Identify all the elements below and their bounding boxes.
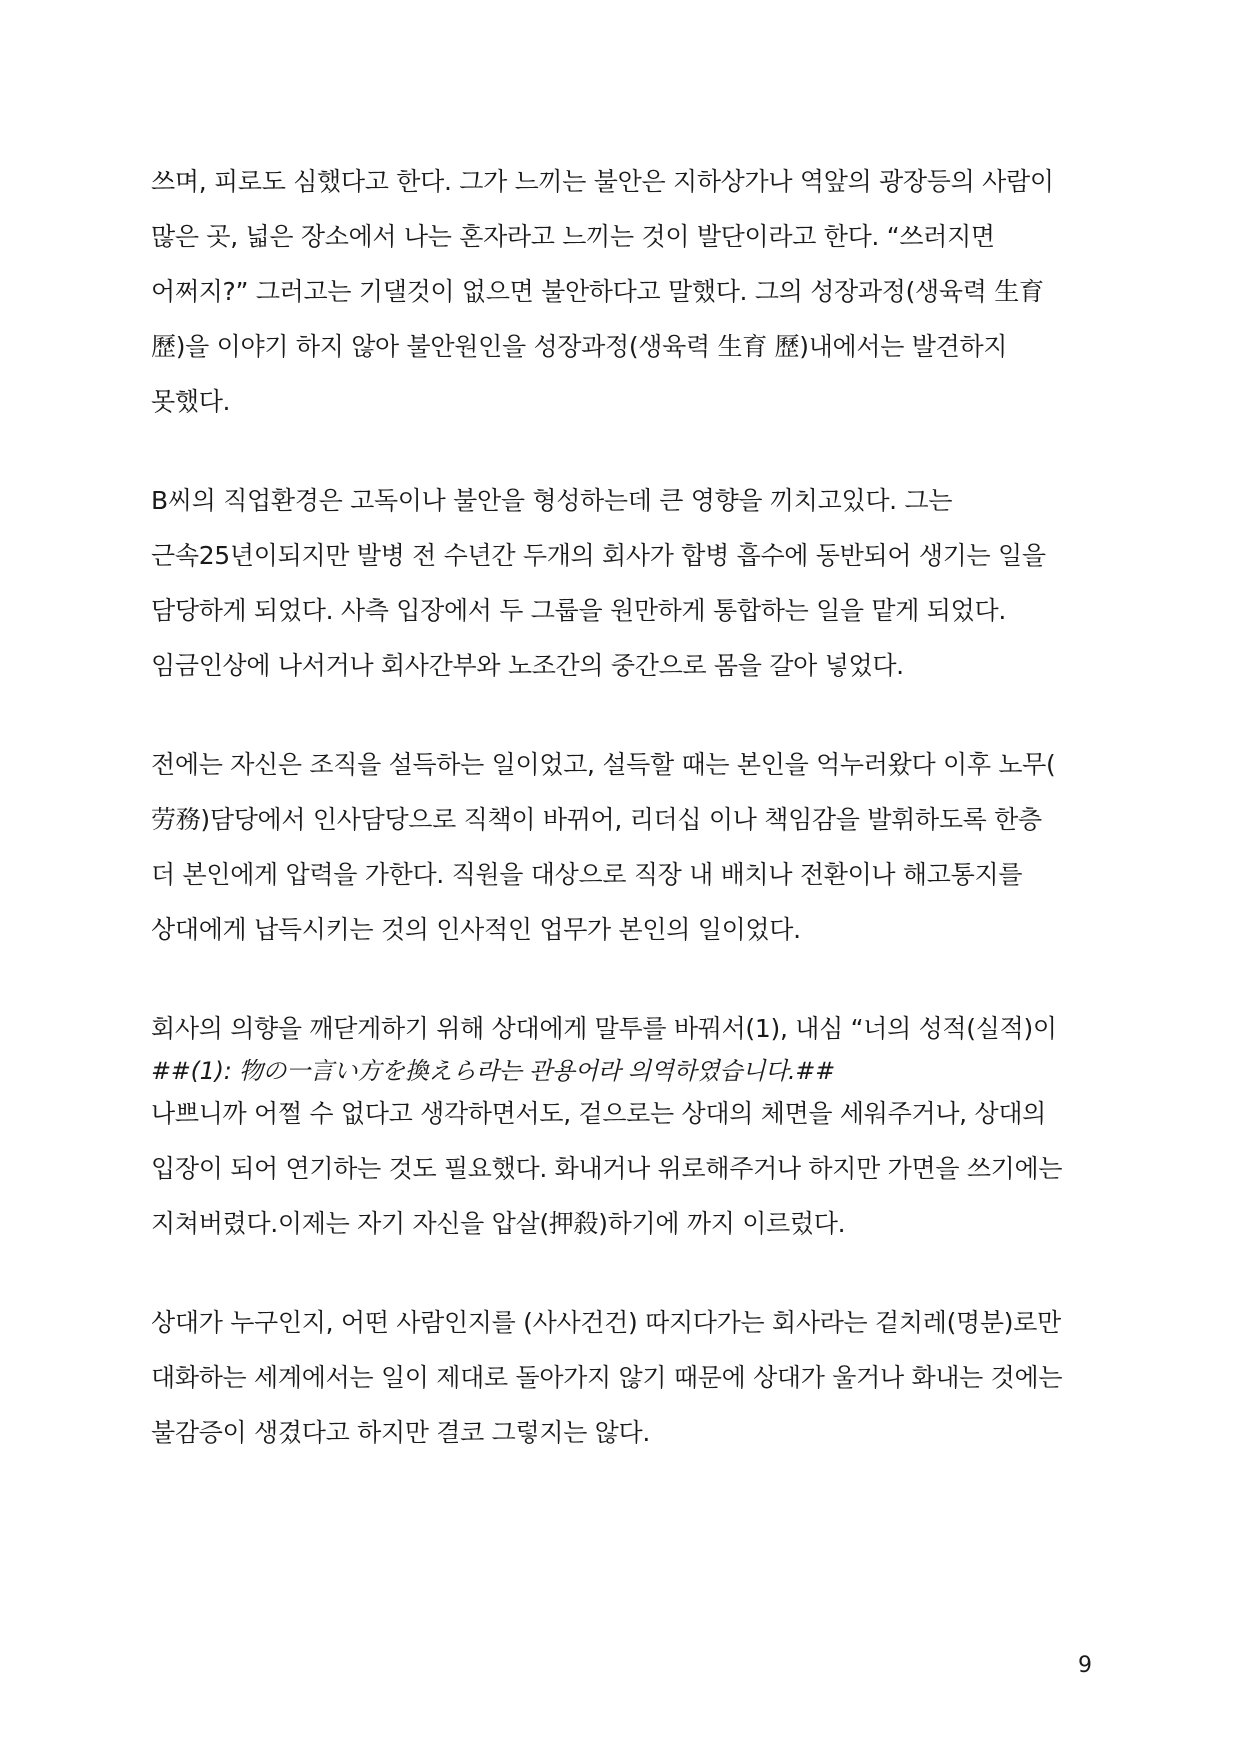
text-line: 많은 곳, 넓은 장소에서 나는 혼자라고 느끼는 것이 발단이라고 한다. “쓰러지면 — [151, 222, 995, 251]
text-line: 더 본인에게 압력을 가한다. 직원을 대상으로 직장 내 배치나 전환이나 해고통지를 — [151, 860, 1023, 889]
text-line: 못했다. — [151, 387, 231, 416]
text-line: 불감증이 생겼다고 하지만 결코 그렇지는 않다. — [151, 1418, 651, 1447]
text-line: 전에는 자신은 조직을 설득하는 일이었고, 설득할 때는 본인을 억누러왔다 이후 노무( — [151, 750, 1056, 779]
paragraph-2 — [151, 473, 1111, 693]
paragraph-1 — [151, 154, 1111, 429]
paragraph-3 — [151, 737, 1111, 957]
text-line: 歷)을 이야기 하지 않아 불안원인을 성장과정(생육력 生育 歷)내에서는 발견하지 — [151, 332, 1008, 361]
text-line: 상대에게 납득시키는 것의 인사적인 업무가 본인의 일이었다. — [151, 915, 801, 944]
text-line: 상대가 누구인지, 어떤 사람인지를 (사사건건) 따지다가는 회사라는 겉치레(명분)로만 — [151, 1308, 1061, 1337]
text-line: 회사의 의향을 깨닫게하기 위해 상대에게 말투를 바꿔서(1), 내심 “너의 성적(실적)이 — [151, 1014, 1057, 1043]
paragraph-5 — [151, 1295, 1111, 1460]
text-line: 근속25년이되지만 발병 전 수년간 두개의 회사가 합병 흡수에 동반되어 생기는 일을 — [151, 541, 1046, 570]
text-line: 나쁘니까 어쩔 수 없다고 생각하면서도, 겉으로는 상대의 체면을 세워주거나, 상대의 — [151, 1099, 1047, 1128]
text-line: 대화하는 세계에서는 일이 제대로 돌아가지 않기 때문에 상대가 울거나 화내는 것에는 — [151, 1363, 1063, 1392]
text-line: 담당하게 되었다. 사측 입장에서 두 그룹을 원만하게 통합하는 일을 맡게 되었다. — [151, 596, 1006, 625]
document-body — [151, 154, 1111, 1504]
page-number: 9 — [1078, 1653, 1092, 1678]
paragraph-4 — [151, 1001, 1111, 1251]
translator-note: ##(1): 物の一言い方を換えら라는 관용어라 의역하였습니다.## — [151, 1057, 835, 1085]
text-line: 쓰며, 피로도 심했다고 한다. 그가 느끼는 불안은 지하상가나 역앞의 광장등의 사람이 — [151, 167, 1054, 196]
text-line: B씨의 직업환경은 고독이나 불안을 형성하는데 큰 영향을 끼치고있다. 그는 — [151, 486, 953, 515]
text-line: 어쩌지?” 그러고는 기댈것이 없으면 불안하다고 말했다. 그의 성장과정(생육력 生育 — [151, 277, 1044, 306]
text-line: 지쳐버렸다.이제는 자기 자신을 압살(押殺)하기에 까지 이르렀다. — [151, 1209, 846, 1238]
text-line: 劳務)담당에서 인사담당으로 직책이 바뀌어, 리더십 이나 책임감을 발휘하도록 한층 — [151, 805, 1042, 834]
text-line: 입장이 되어 연기하는 것도 필요했다. 화내거나 위로해주거나 하지만 가면을 쓰기에는 — [151, 1154, 1063, 1183]
text-line: 임금인상에 나서거나 회사간부와 노조간의 중간으로 몸을 갈아 넣었다. — [151, 651, 904, 680]
